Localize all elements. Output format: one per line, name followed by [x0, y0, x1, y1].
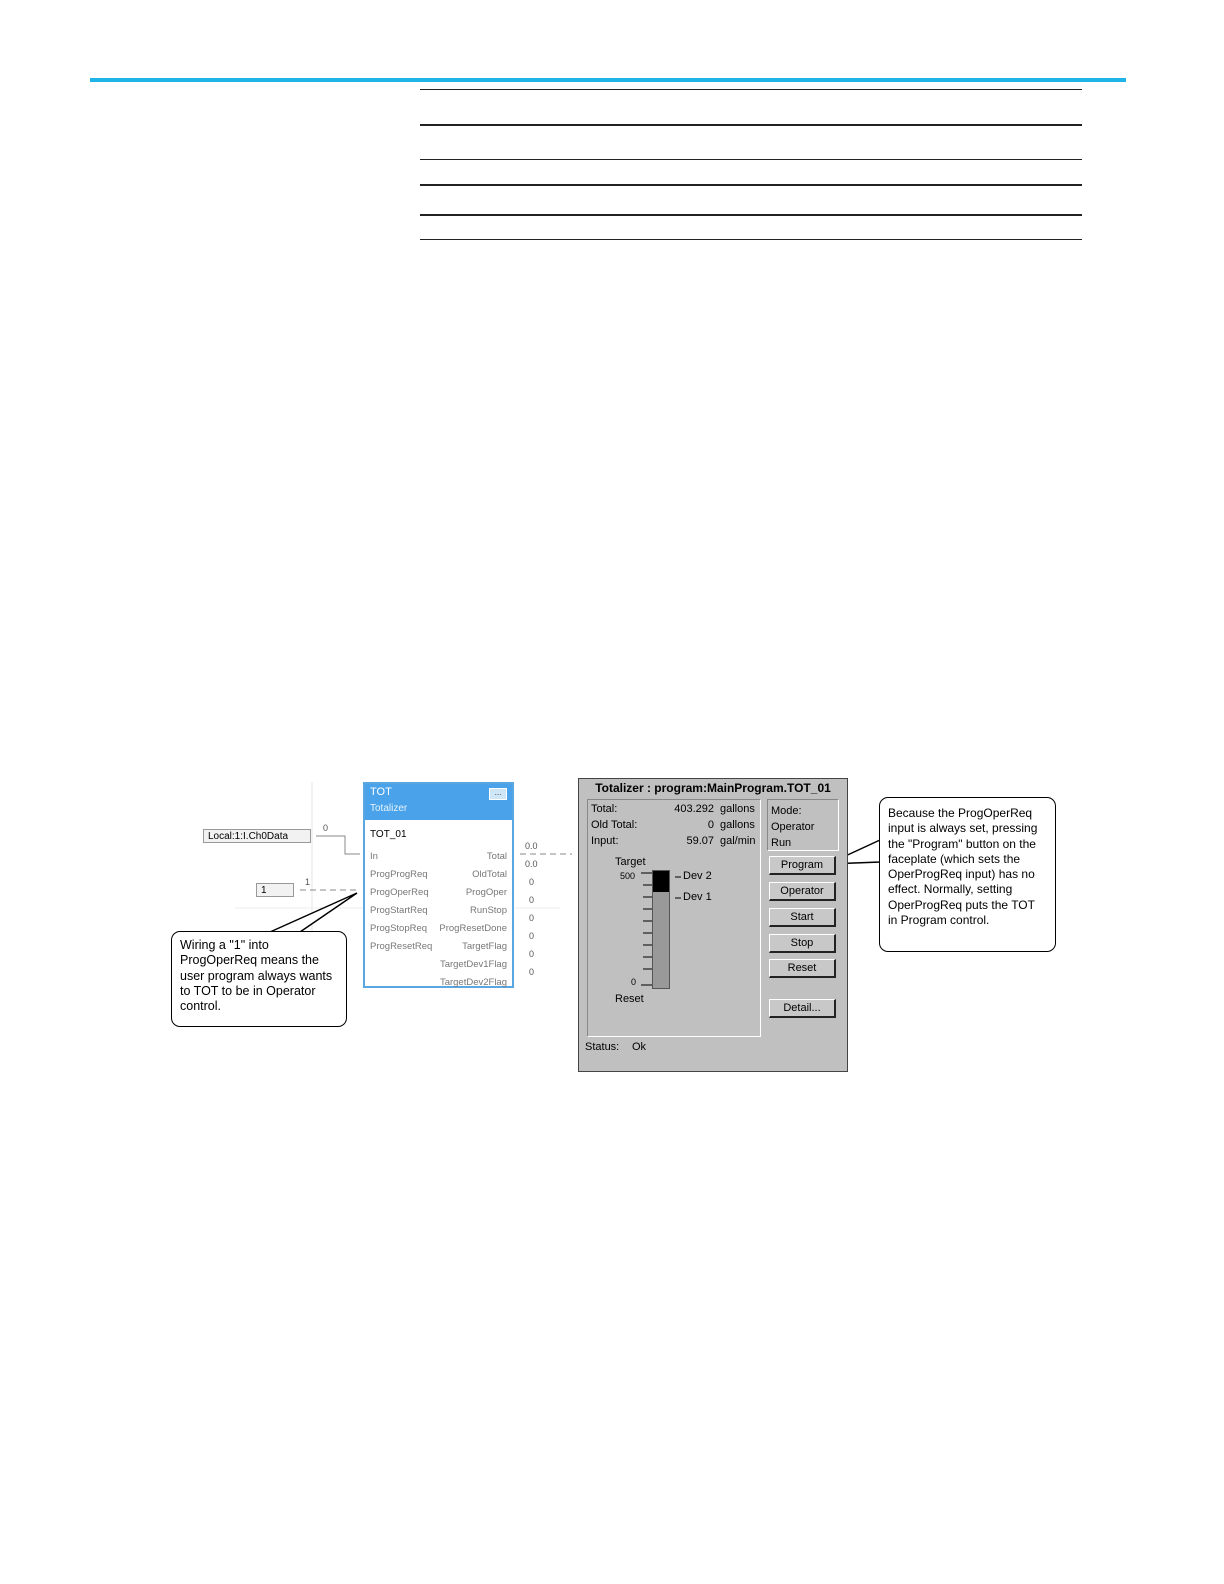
input-label: Input:	[591, 835, 619, 847]
function-block-tag: TOT_01	[370, 829, 407, 840]
dev2-marker: Dev 2	[683, 870, 712, 882]
output-value-targetflag: 0	[529, 931, 535, 941]
status-value: Ok	[632, 1041, 647, 1053]
output-value-progoper: 0	[529, 877, 535, 887]
output-value-runstop: 0	[529, 895, 535, 905]
stop-button[interactable]: Stop	[769, 934, 836, 953]
pin-targetdev2flag[interactable]: TargetDev2Flag	[439, 977, 507, 988]
start-button[interactable]: Start	[769, 908, 836, 927]
pin-targetdev1flag[interactable]: TargetDev1Flag	[439, 959, 507, 970]
total-label: Total:	[591, 803, 618, 815]
mode-value: Operator	[771, 821, 815, 833]
constant-input-value: 1	[305, 877, 311, 887]
pin-progstartreq[interactable]: ProgStartReq	[370, 905, 428, 916]
function-block-title: TOT	[370, 786, 392, 798]
scale-min: 0	[631, 977, 637, 987]
total-unit: gallons	[720, 803, 755, 815]
more-options-button[interactable]: ...	[489, 788, 507, 800]
pin-progprogreq[interactable]: ProgProgReq	[370, 869, 428, 880]
dev1-marker: Dev 1	[683, 891, 712, 903]
scale-max: 500	[620, 871, 636, 881]
pin-runstop[interactable]: RunStop	[470, 905, 507, 916]
pin-progstopreq[interactable]: ProgStopReq	[370, 923, 428, 934]
left-callout: Wiring a "1" into ProgOperReq means the user program always wants to TOT to be in Operator control.	[171, 931, 347, 1027]
output-value-total: 0.0	[525, 841, 538, 851]
constant-input-tag[interactable]: 1	[256, 883, 294, 897]
output-value-targetdev2flag: 0	[529, 967, 535, 977]
output-value-oldtotal: 0.0	[525, 859, 538, 869]
output-value-targetdev1flag: 0	[529, 949, 535, 959]
operator-button[interactable]: Operator	[769, 882, 836, 901]
totalizer-function-block[interactable]	[363, 782, 514, 988]
function-block-subtitle: Totalizer	[370, 803, 408, 814]
output-value-progresetdone: 0	[529, 913, 535, 923]
run-state: Run	[771, 837, 792, 849]
total-value: 403.292	[674, 803, 714, 815]
right-callout: Because the ProgOperReq input is always set, pressing the "Program" button on the faceplate (which sets the OperProgReq input) has no effect. Normally, setting OperProgReq puts the TOT in Program control.	[879, 797, 1056, 952]
function-block-header	[365, 784, 512, 820]
pin-total[interactable]: Total	[486, 851, 507, 862]
input-value: 59.07	[686, 835, 714, 847]
program-button[interactable]: Program	[769, 856, 836, 875]
pin-progoperreq[interactable]: ProgOperReq	[370, 887, 429, 898]
target-label: Target	[615, 856, 646, 868]
reset-button[interactable]: Reset	[769, 959, 836, 978]
input-reference-value: 0	[323, 823, 329, 833]
detail-button[interactable]: Detail...	[769, 999, 836, 1018]
totalizer-faceplate	[578, 778, 848, 1072]
pin-progoper[interactable]: ProgOper	[465, 887, 507, 898]
old-total-label: Old Total:	[591, 819, 638, 831]
input-unit: gal/min	[720, 835, 756, 847]
pin-in[interactable]: In	[370, 851, 378, 862]
old-total-value: 0	[707, 819, 714, 831]
reset-label: Reset	[615, 993, 644, 1005]
old-total-unit: gallons	[720, 819, 755, 831]
pin-progresetdone[interactable]: ProgResetDone	[439, 923, 507, 934]
status-label: Status:	[585, 1041, 620, 1053]
pin-oldtotal[interactable]: OldTotal	[472, 869, 507, 880]
pin-progresetreq[interactable]: ProgResetReq	[370, 941, 433, 952]
faceplate-title: Totalizer : program:MainProgram.TOT_01	[595, 781, 831, 795]
mode-label: Mode:	[771, 805, 802, 817]
input-reference-tag[interactable]: Local:1:I.Ch0Data	[203, 829, 311, 843]
pin-targetflag[interactable]: TargetFlag	[462, 941, 507, 952]
